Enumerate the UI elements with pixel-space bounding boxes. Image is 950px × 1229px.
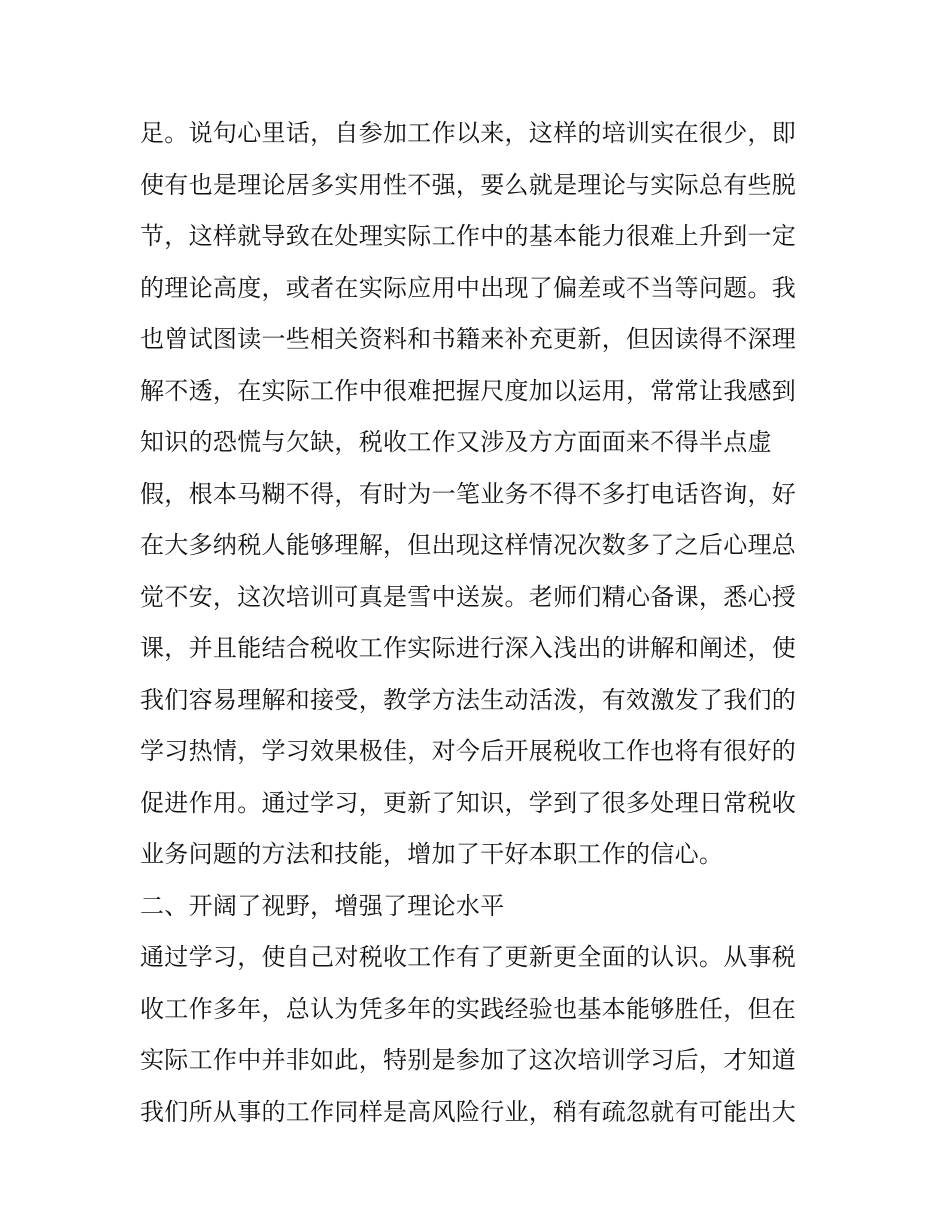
text-line: 业务问题的方法和技能，增加了干好本职工作的信心。 <box>140 840 724 868</box>
text-line: 觉不安，这次培训可真是雪中送炭。老师们精心备课，悉心授 <box>140 582 797 611</box>
text-line: 课，并且能结合税收工作实际进行深入浅出的讲解和阐述，使 <box>140 634 797 662</box>
text-line: 假，根本马糊不得，有时为一笔业务不得不多打电话咨询，好 <box>140 479 797 508</box>
section-heading: 二、开阔了视野，增强了理论水平 <box>140 891 505 920</box>
text-line: 解不透，在实际工作中很难把握尺度加以运用，常常让我感到 <box>140 376 797 405</box>
text-line: 收工作多年，总认为凭多年的实践经验也基本能够胜任，但在 <box>140 994 797 1023</box>
text-line: 通过学习，使自己对税收工作有了更新更全面的认识。从事税 <box>140 943 797 971</box>
text-line: 在大多纳税人能够理解，但出现这样情况次数多了之后心理总 <box>140 531 797 559</box>
text-line: 学习热情，学习效果极佳，对今后开展税收工作也将有很好的 <box>140 737 797 765</box>
text-line: 促进作用。通过学习，更新了知识，学到了很多处理日常税收 <box>140 788 797 817</box>
text-line: 使有也是理论居多实用性不强，要么就是理论与实际总有些脱 <box>140 170 797 199</box>
text-line: 也曾试图读一些相关资料和书籍来补充更新，但因读得不深理 <box>140 325 797 353</box>
text-line: 我们容易理解和接受，教学方法生动活泼，有效激发了我们的 <box>140 685 797 714</box>
text-line: 实际工作中并非如此，特别是参加了这次培训学习后，才知道 <box>140 1046 797 1074</box>
body-text <box>140 108 820 1138</box>
text-line: 节，这样就导致在处理实际工作中的基本能力很难上升到一定 <box>140 222 797 250</box>
text-line: 知识的恐慌与欠缺，税收工作又涉及方方面面来不得半点虚 <box>140 428 772 456</box>
text-line: 我们所从事的工作同样是高风险行业，稍有疏忽就有可能出大 <box>140 1097 797 1126</box>
text-line: 的理论高度，或者在实际应用中出现了偏差或不当等问题。我 <box>140 273 797 302</box>
text-line: 足。说句心里话，自参加工作以来，这样的培训实在很少，即 <box>140 119 797 147</box>
